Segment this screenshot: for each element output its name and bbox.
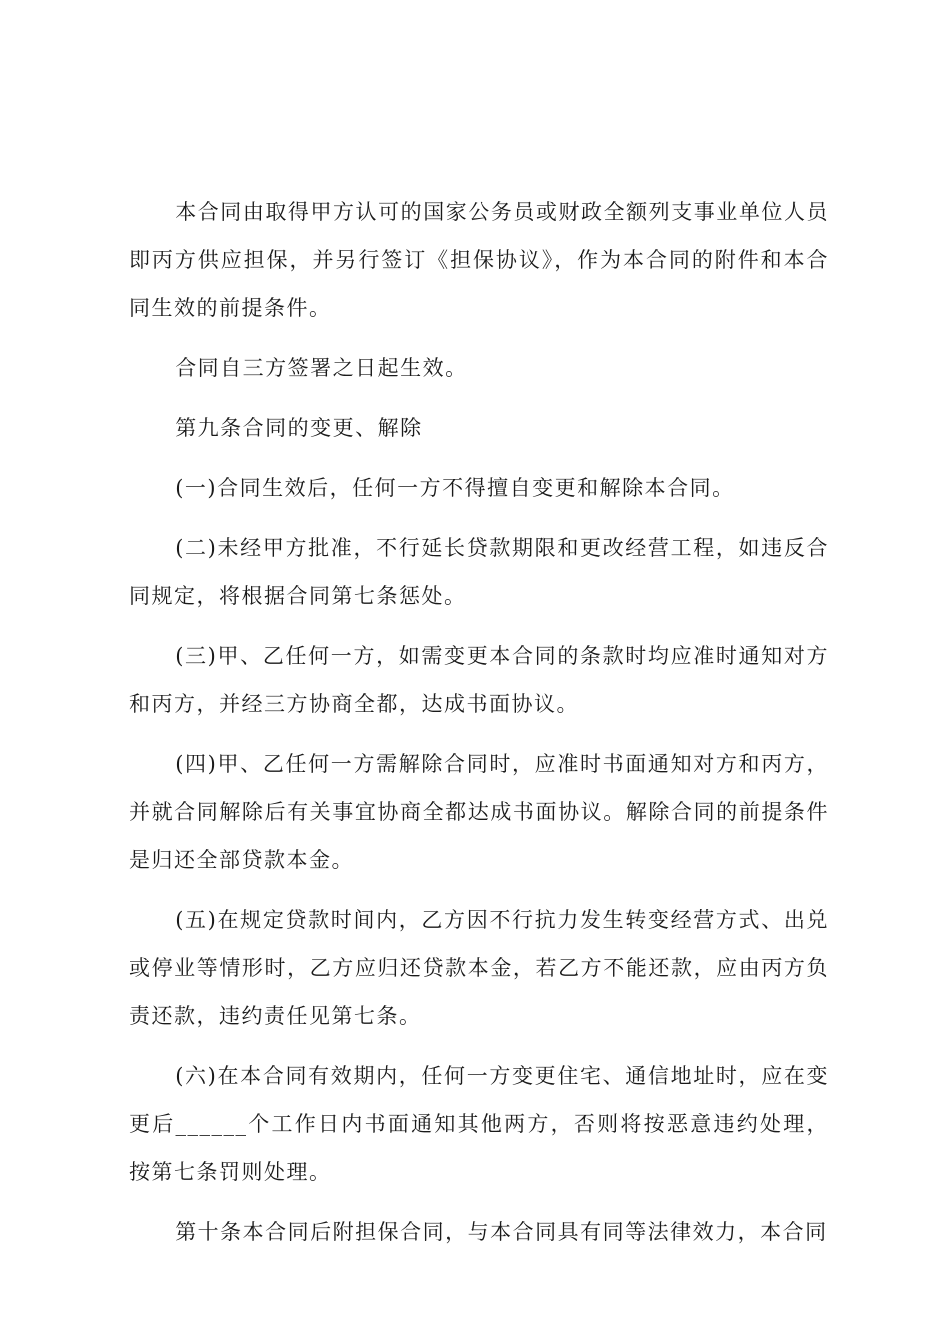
- article-nine-heading: 第九条合同的变更、解除: [175, 416, 423, 440]
- paragraph-effective: 合同自三方签署之日起生效。: [175, 356, 468, 380]
- article-ten: 第十条本合同后附担保合同，与本合同具有同等法律效力，本合同: [175, 1220, 828, 1244]
- clause-four: (四)甲、乙任何一方需解除合同时，应准时书面通知对方和丙方，并就合同解除后有关事宜协商全都达成书面协议。解除合同的前提条件是归还全部贷款本金。: [129, 752, 829, 872]
- clause-two: (二)未经甲方批准，不行延长贷款期限和更改经营工程，如违反合同规定，将根据合同第七条惩处。: [129, 536, 829, 608]
- paragraph-guarantee: 本合同由取得甲方认可的国家公务员或财政全额列支事业单位人员即丙方供应担保，并另行签订《担保协议》，作为本合同的附件和本合同生效的前提条件。: [129, 200, 829, 320]
- clause-one: (一)合同生效后，任何一方不得擅自变更和解除本合同。: [175, 476, 735, 500]
- document-body: [129, 188, 829, 1268]
- clause-three: (三)甲、乙任何一方，如需变更本合同的条款时均应准时通知对方和丙方，并经三方协商全都，达成书面协议。: [129, 644, 829, 716]
- clause-six: (六)在本合同有效期内，任何一方变更住宅、通信地址时，应在变更后______个工作日内书面通知其他两方，否则将按恶意违约处理，按第七条罚则处理。: [129, 1064, 829, 1184]
- clause-five: (五)在规定贷款时间内，乙方因不行抗力发生转变经营方式、出兑或停业等情形时，乙方应归还贷款本金，若乙方不能还款，应由丙方负责还款，违约责任见第七条。: [129, 908, 829, 1028]
